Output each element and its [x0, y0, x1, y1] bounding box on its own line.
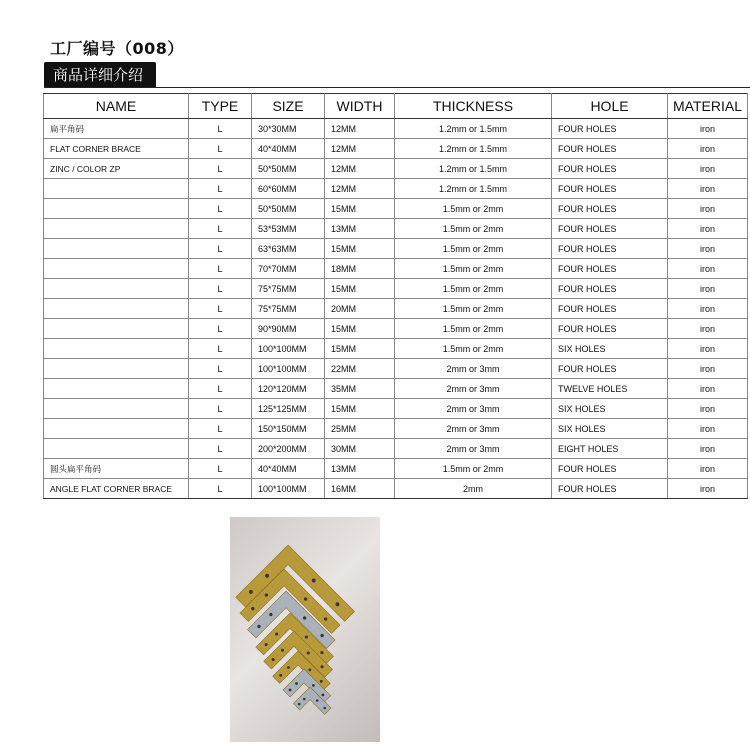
cell-size: 40*40MM [252, 459, 325, 479]
cell-name [44, 339, 189, 359]
cell-thickness: 1.5mm or 2mm [395, 219, 552, 239]
cell-name [44, 279, 189, 299]
cell-material: iron [668, 279, 748, 299]
product-photo [230, 517, 380, 742]
screw-hole [320, 680, 323, 683]
cell-width: 30MM [325, 439, 395, 459]
cell-width: 15MM [325, 239, 395, 259]
cell-type: L [189, 439, 252, 459]
cell-type: L [189, 219, 252, 239]
cell-thickness: 1.5mm or 2mm [395, 299, 552, 319]
cell-material: iron [668, 199, 748, 219]
cell-thickness: 2mm or 3mm [395, 439, 552, 459]
cell-name: 扁平角码 [44, 119, 189, 139]
cell-type: L [189, 299, 252, 319]
cell-size: 75*75MM [252, 279, 325, 299]
cell-width: 12MM [325, 139, 395, 159]
screw-hole [320, 634, 323, 637]
cell-hole: FOUR HOLES [552, 179, 668, 199]
cell-name [44, 219, 189, 239]
cell-type: L [189, 319, 252, 339]
cell-thickness: 1.5mm or 2mm [395, 259, 552, 279]
cell-size: 125*125MM [252, 399, 325, 419]
cell-size: 40*40MM [252, 139, 325, 159]
screw-hole [321, 665, 324, 668]
cell-material: iron [668, 139, 748, 159]
cell-material: iron [668, 219, 748, 239]
factory-number-title: 工厂编号（008） [50, 39, 184, 58]
table-row [44, 299, 748, 319]
screw-hole [305, 636, 308, 639]
column-header-thickness: THICKNESS [395, 94, 552, 119]
cell-hole: FOUR HOLES [552, 119, 668, 139]
screw-hole [316, 699, 319, 702]
column-header-size: SIZE [252, 94, 325, 119]
cell-thickness: 1.2mm or 1.5mm [395, 159, 552, 179]
table-header-row [44, 94, 748, 119]
cell-material: iron [668, 339, 748, 359]
cell-hole: TWELVE HOLES [552, 379, 668, 399]
screw-hole [265, 593, 268, 596]
cell-size: 100*100MM [252, 339, 325, 359]
cell-name [44, 299, 189, 319]
cell-thickness: 2mm or 3mm [395, 379, 552, 399]
cell-type: L [189, 379, 252, 399]
cell-type: L [189, 159, 252, 179]
table-row [44, 199, 748, 219]
screw-hole [279, 674, 282, 677]
cell-width: 20MM [325, 299, 395, 319]
cell-hole: EIGHT HOLES [552, 439, 668, 459]
cell-name: ANGLE FLAT CORNER BRACE [44, 479, 189, 499]
table-row [44, 339, 748, 359]
cell-size: 100*100MM [252, 359, 325, 379]
cell-material: iron [668, 159, 748, 179]
cell-name [44, 359, 189, 379]
cell-size: 100*100MM [252, 479, 325, 499]
table-row [44, 119, 748, 139]
cell-width: 35MM [325, 379, 395, 399]
cell-material: iron [668, 439, 748, 459]
cell-name [44, 259, 189, 279]
cell-width: 15MM [325, 319, 395, 339]
column-header-width: WIDTH [325, 94, 395, 119]
cell-hole: FOUR HOLES [552, 219, 668, 239]
cell-thickness: 1.5mm or 2mm [395, 319, 552, 339]
cell-material: iron [668, 119, 748, 139]
cell-thickness: 1.2mm or 1.5mm [395, 119, 552, 139]
cell-name [44, 199, 189, 219]
cell-size: 53*53MM [252, 219, 325, 239]
screw-hole [308, 668, 311, 671]
table-row [44, 159, 748, 179]
cell-width: 15MM [325, 279, 395, 299]
column-header-material: MATERIAL [668, 94, 748, 119]
screw-hole [269, 613, 272, 616]
screw-hole [312, 684, 315, 687]
corner-braces-illustration [230, 517, 380, 742]
cell-size: 120*120MM [252, 379, 325, 399]
spec-table [43, 93, 748, 499]
header-divider [44, 87, 750, 88]
cell-thickness: 2mm or 3mm [395, 359, 552, 379]
screw-hole [304, 597, 307, 600]
cell-material: iron [668, 259, 748, 279]
cell-name: 圆头扁平角码 [44, 459, 189, 479]
cell-hole: FOUR HOLES [552, 359, 668, 379]
cell-thickness: 1.5mm or 2mm [395, 199, 552, 219]
table-row [44, 379, 748, 399]
cell-type: L [189, 399, 252, 419]
screw-hole [289, 689, 292, 692]
table-row [44, 319, 748, 339]
cell-size: 30*30MM [252, 119, 325, 139]
cell-hole: FOUR HOLES [552, 259, 668, 279]
cell-type: L [189, 139, 252, 159]
cell-width: 22MM [325, 359, 395, 379]
cell-hole: FOUR HOLES [552, 159, 668, 179]
cell-type: L [189, 179, 252, 199]
cell-name: ZINC / COLOR ZP [44, 159, 189, 179]
table-row [44, 459, 748, 479]
table-row [44, 419, 748, 439]
cell-thickness: 1.5mm or 2mm [395, 239, 552, 259]
cell-width: 12MM [325, 159, 395, 179]
cell-thickness: 2mm or 3mm [395, 419, 552, 439]
screw-hole [323, 707, 326, 710]
cell-thickness: 2mm [395, 479, 552, 499]
cell-hole: FOUR HOLES [552, 199, 668, 219]
product-details-header: 商品详细介绍 [44, 62, 156, 88]
cell-type: L [189, 339, 252, 359]
table-row [44, 479, 748, 499]
table-row [44, 279, 748, 299]
cell-type: L [189, 279, 252, 299]
cell-thickness: 1.5mm or 2mm [395, 459, 552, 479]
column-header-hole: HOLE [552, 94, 668, 119]
cell-name [44, 379, 189, 399]
cell-name [44, 419, 189, 439]
table-row [44, 259, 748, 279]
cell-name [44, 439, 189, 459]
cell-name [44, 179, 189, 199]
cell-material: iron [668, 399, 748, 419]
cell-width: 16MM [325, 479, 395, 499]
cell-hole: FOUR HOLES [552, 479, 668, 499]
table-row [44, 139, 748, 159]
cell-size: 90*90MM [252, 319, 325, 339]
cell-type: L [189, 199, 252, 219]
screw-hole [257, 625, 260, 628]
column-header-name: NAME [44, 94, 189, 119]
screw-hole [307, 651, 310, 654]
cell-type: L [189, 419, 252, 439]
cell-type: L [189, 479, 252, 499]
cell-size: 50*50MM [252, 159, 325, 179]
cell-name [44, 239, 189, 259]
cell-material: iron [668, 459, 748, 479]
cell-hole: FOUR HOLES [552, 239, 668, 259]
screw-hole [303, 698, 306, 701]
cell-material: iron [668, 479, 748, 499]
cell-thickness: 1.2mm or 1.5mm [395, 139, 552, 159]
cell-type: L [189, 259, 252, 279]
cell-hole: FOUR HOLES [552, 319, 668, 339]
cell-name [44, 399, 189, 419]
screw-hole [298, 703, 301, 706]
screw-hole [322, 694, 325, 697]
cell-width: 15MM [325, 339, 395, 359]
cell-hole: FOUR HOLES [552, 279, 668, 299]
table-row [44, 359, 748, 379]
cell-thickness: 1.2mm or 1.5mm [395, 179, 552, 199]
cell-material: iron [668, 359, 748, 379]
screw-hole [303, 616, 306, 619]
cell-type: L [189, 359, 252, 379]
table-body [44, 119, 748, 499]
cell-size: 50*50MM [252, 199, 325, 219]
cell-material: iron [668, 299, 748, 319]
cell-hole: FOUR HOLES [552, 299, 668, 319]
cell-size: 150*150MM [252, 419, 325, 439]
cell-hole: FOUR HOLES [552, 139, 668, 159]
column-header-type: TYPE [189, 94, 252, 119]
screw-hole [265, 574, 269, 578]
cell-thickness: 1.5mm or 2mm [395, 279, 552, 299]
cell-type: L [189, 119, 252, 139]
screw-hole [320, 651, 323, 654]
screw-hole [324, 617, 327, 620]
screw-hole [272, 658, 275, 661]
cell-type: L [189, 459, 252, 479]
cell-name: FLAT CORNER BRACE [44, 139, 189, 159]
screw-hole [275, 632, 278, 635]
cell-material: iron [668, 239, 748, 259]
cell-hole: SIX HOLES [552, 399, 668, 419]
cell-size: 75*75MM [252, 299, 325, 319]
cell-width: 12MM [325, 119, 395, 139]
screw-hole [265, 643, 268, 646]
cell-thickness: 1.5mm or 2mm [395, 339, 552, 359]
cell-width: 25MM [325, 419, 395, 439]
cell-size: 60*60MM [252, 179, 325, 199]
cell-size: 200*200MM [252, 439, 325, 459]
cell-size: 63*63MM [252, 239, 325, 259]
screw-hole [251, 607, 254, 610]
cell-type: L [189, 239, 252, 259]
cell-hole: SIX HOLES [552, 339, 668, 359]
cell-material: iron [668, 379, 748, 399]
cell-material: iron [668, 419, 748, 439]
cell-width: 18MM [325, 259, 395, 279]
cell-hole: SIX HOLES [552, 419, 668, 439]
cell-width: 13MM [325, 219, 395, 239]
table-row [44, 399, 748, 419]
cell-material: iron [668, 179, 748, 199]
cell-width: 13MM [325, 459, 395, 479]
table-row [44, 179, 748, 199]
cell-width: 15MM [325, 199, 395, 219]
cell-thickness: 2mm or 3mm [395, 399, 552, 419]
screw-hole [312, 579, 316, 583]
cell-size: 70*70MM [252, 259, 325, 279]
screw-hole [249, 590, 253, 594]
screw-hole [335, 602, 339, 606]
table-row [44, 219, 748, 239]
cell-width: 15MM [325, 399, 395, 419]
table-row [44, 239, 748, 259]
screw-hole [287, 666, 290, 669]
screw-hole [295, 682, 298, 685]
cell-hole: FOUR HOLES [552, 459, 668, 479]
table-row [44, 439, 748, 459]
cell-name [44, 319, 189, 339]
screw-hole [281, 649, 284, 652]
cell-material: iron [668, 319, 748, 339]
cell-width: 12MM [325, 179, 395, 199]
